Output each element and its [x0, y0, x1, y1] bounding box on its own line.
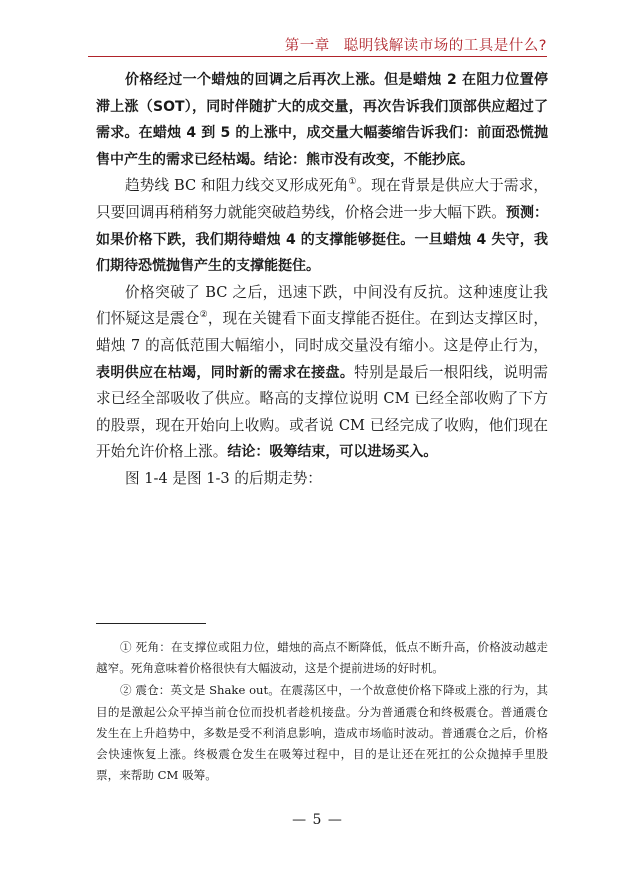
p3-text-c: 特别是最后一根阳线，说明需求已经全部吸收了供应。略高的支撑位说明 CM 已经全部收购了下方的股票，现在开始向上收购。或者说 CM 已经完成了收购，他们现在开始允许价格上涨。: [96, 363, 548, 461]
body-text: [96, 67, 548, 493]
paragraph-2: [96, 173, 548, 279]
paragraph-4: [96, 466, 548, 493]
p2-prediction: 预测：如果价格下跌，我们期待蜡烛 4 的支撑能够挺住。一旦蜡烛 4 失守，我们期待恐慌抛售产生的支撑能挺住。: [96, 204, 548, 275]
footnote-2: ② 震仓：英文是 Shake out。在震荡区中，一个故意使价格下降或上涨的行为，其目的是激起公众平掉当前仓位而投机者趁机接盘。分为普通震仓和终极震仓。普通震仓发生在上升趋势中，多数是受不利消息影响，造成市场临时波动。普通震仓之后，价格会快速恢复上涨。终极震仓发生在吸筹过程中，目的是让还在死扛的公众抛掉手里股票，来帮助 CM 吸筹。: [96, 683, 548, 783]
page-number: — 5 —: [292, 812, 343, 828]
p2-text-b: 。现在背景是供应大于需求，只要回调再稍稍努力就能突破趋势线，价格会进一步大幅下跌。: [96, 177, 548, 221]
p3-text-a: 价格突破了 BC 之后，迅速下跌，中间没有反抗。这种速度让我们怀疑这是震仓: [96, 283, 548, 328]
p1-text: 价格经过一个蜡烛的回调之后再次上涨。但是蜡烛 2 在阻力位置停滞上涨（SOT），同时伴随扩大的成交量，再次告诉我们顶部供应超过了需求。在蜡烛 4 到 5 的上涨中，成交量大幅萎缩告诉我们：前面恐慌抛售中产生的需求已经枯竭。结论：熊市没有改变，不能抄底。: [96, 72, 548, 168]
footnote-rule: [96, 623, 206, 624]
footnote-1: ① 死角：在支撑位或阻力位，蜡烛的高点不断降低，低点不断升高，价格波动越走越窄。死角意味着价格很快有大幅波动，这是个提前进场的好时机。: [96, 640, 548, 676]
footnotes: [96, 637, 548, 787]
p4-text: 图 1-4 是图 1-3 的后期走势：: [125, 469, 322, 487]
p3-text-b: ，现在关键看下面支撑能否挺住。在到达支撑区时，蜡烛 7 的高低范围大幅缩小，同时成交量没有缩小。这是停止行为，: [96, 310, 548, 354]
footnote-ref-2[interactable]: ②: [199, 310, 208, 321]
p2-text-a: 趋势线 BC 和阻力线交叉形成死角: [125, 177, 349, 195]
chapter-title: 聪明钱解读市场的工具是什么?: [343, 38, 547, 54]
p3-conclusion: 结论：吸筹结束，可以进场买入。: [227, 444, 438, 461]
running-header: [285, 34, 547, 55]
chapter-label: 第一章: [284, 38, 330, 54]
p3-bold-a: 表明供应在枯竭，同时新的需求在接盘。: [96, 364, 355, 381]
footnote-ref-1[interactable]: ①: [348, 177, 357, 188]
paragraph-3: [96, 280, 548, 466]
paragraph-1: [96, 67, 548, 173]
header-rule: [88, 56, 547, 57]
